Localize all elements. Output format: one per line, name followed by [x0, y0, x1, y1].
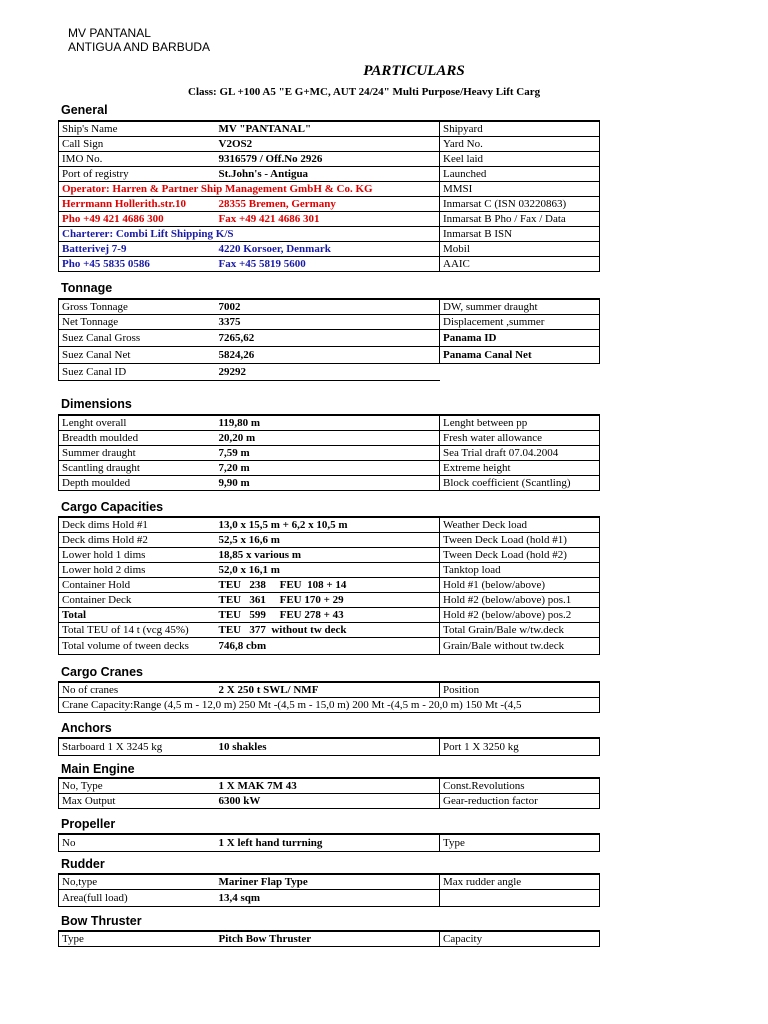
charterer-city: 4220 Korsoer, Denmark [216, 242, 440, 257]
table-row [59, 698, 600, 713]
table-row [59, 121, 600, 137]
table-row [59, 476, 600, 491]
cell-right: Hold #2 (below/above) pos.2 [440, 608, 600, 623]
table-row [59, 257, 600, 272]
table-row [59, 623, 600, 638]
anchors-table [58, 737, 600, 756]
cell-label: Ship's Name [59, 121, 216, 137]
cell-value: 13,4 sqm [216, 890, 440, 907]
cell-label: Total volume of tween decks [59, 638, 216, 655]
cell-label: Deck dims Hold #2 [59, 533, 216, 548]
cell-value: 52,5 x 16,6 m [216, 533, 440, 548]
table-row [59, 608, 600, 623]
cell-right: Extreme height [440, 461, 600, 476]
cell-label: Depth moulded [59, 476, 216, 491]
table-row [59, 227, 600, 242]
cell-label: Lenght overall [59, 415, 216, 431]
cell-right: Shipyard [440, 121, 600, 137]
cell-label: Max Output [59, 794, 216, 809]
cell-value: TEU 361 FEU 170 + 29 [216, 593, 440, 608]
table-row [59, 315, 600, 330]
cell-value: 52,0 x 16,1 m [216, 563, 440, 578]
table-row [59, 415, 600, 431]
cell-value: 7,59 m [216, 446, 440, 461]
charterer-phone: Pho +45 5835 0586 [59, 257, 216, 272]
table-row [59, 212, 600, 227]
cargo-capacities-table [58, 516, 600, 655]
cell-value: 10 shakles [216, 738, 440, 756]
cell-value: 7002 [216, 299, 440, 315]
cell-right: AAIC [440, 257, 600, 272]
cell-right: Panama Canal Net [440, 347, 600, 364]
cell-label: Total TEU of 14 t (vcg 45%) [59, 623, 216, 638]
section-main-engine: Main Engine [61, 762, 135, 776]
general-table [58, 120, 600, 272]
cell-value: St.John's - Antigua [216, 167, 440, 182]
cell-value: TEU 238 FEU 108 + 14 [216, 578, 440, 593]
operator-fax: Fax +49 421 4686 301 [216, 212, 440, 227]
table-row [59, 137, 600, 152]
cell-right: Panama ID [440, 330, 600, 347]
cell-value: Pitch Bow Thruster [216, 931, 440, 947]
operator-street: Herrmann Hollerith.str.10 [59, 197, 216, 212]
cell-right: Max rudder angle [440, 874, 600, 890]
cell-value: 5824,26 [216, 347, 440, 364]
cell-label: Area(full load) [59, 890, 216, 907]
cell-value: 13,0 x 15,5 m + 6,2 x 10,5 m [216, 517, 440, 533]
cell-value: TEU 599 FEU 278 + 43 [216, 608, 440, 623]
section-dimensions: Dimensions [61, 397, 132, 411]
cell-value: 6300 kW [216, 794, 440, 809]
cell-right: Capacity [440, 931, 600, 947]
main-engine-table [58, 777, 600, 809]
cell-label: Scantling draught [59, 461, 216, 476]
table-row [59, 593, 600, 608]
charterer-street: Batterivej 7-9 [59, 242, 216, 257]
section-bow-thruster: Bow Thruster [61, 914, 142, 928]
cell-right: Type [440, 834, 600, 852]
cell-value: 3375 [216, 315, 440, 330]
cell-value: 29292 [216, 364, 440, 381]
cell-right: Tween Deck Load (hold #2) [440, 548, 600, 563]
table-row [59, 738, 600, 756]
cell-label: Port of registry [59, 167, 216, 182]
cell-right: Gear-reduction factor [440, 794, 600, 809]
cell-right [440, 890, 600, 907]
section-propeller: Propeller [61, 817, 116, 831]
cell-value: 18,85 x various m [216, 548, 440, 563]
cell-value: Mariner Flap Type [216, 874, 440, 890]
cell-value: TEU 377 without tw deck [216, 623, 440, 638]
cell-value: 746,8 cbm [216, 638, 440, 655]
table-row [59, 330, 600, 347]
cell-right: MMSI [440, 182, 600, 197]
cell-right: Displacement ,summer [440, 315, 600, 330]
page-title: PARTICULARS [363, 63, 465, 79]
table-row [59, 167, 600, 182]
cell-label: Container Deck [59, 593, 216, 608]
cell-value: 119,80 m [216, 415, 440, 431]
cell-label: Suez Canal Net [59, 347, 216, 364]
cell-label: Call Sign [59, 137, 216, 152]
cell-value: 9316579 / Off.No 2926 [216, 152, 440, 167]
cell-label: Deck dims Hold #1 [59, 517, 216, 533]
cell-label: Total [59, 608, 216, 623]
operator-city: 28355 Bremen, Germany [216, 197, 440, 212]
cell-right: Tanktop load [440, 563, 600, 578]
cell-value: MV "PANTANAL" [216, 121, 440, 137]
charterer-name: Charterer: Combi Lift Shipping K/S [59, 227, 440, 242]
cell-value: 9,90 m [216, 476, 440, 491]
cell-right: DW, summer draught [440, 299, 600, 315]
cell-right: Weather Deck load [440, 517, 600, 533]
cargo-cranes-table [58, 681, 600, 713]
table-row [59, 461, 600, 476]
dimensions-table [58, 414, 600, 491]
cell-label: No [59, 834, 216, 852]
cell-value: V2OS2 [216, 137, 440, 152]
section-cargo-capacities: Cargo Capacities [61, 500, 164, 514]
cell-label: Breadth moulded [59, 431, 216, 446]
cell-right: Grain/Bale without tw.deck [440, 638, 600, 655]
rudder-table [58, 873, 600, 907]
table-row [59, 778, 600, 794]
table-row [59, 834, 600, 852]
cell-value: 1 X MAK 7M 43 [216, 778, 440, 794]
section-general: General [61, 103, 108, 117]
table-row [59, 890, 600, 907]
cell-right: Inmarsat B ISN [440, 227, 600, 242]
cell-right: Hold #2 (below/above) pos.1 [440, 593, 600, 608]
cell-label: Type [59, 931, 216, 947]
class-line: Class: GL +100 A5 "E G+MC, AUT 24/24" Multi Purpose/Heavy Lift Carg [188, 86, 541, 98]
table-row [59, 431, 600, 446]
table-row [59, 242, 600, 257]
table-row [59, 548, 600, 563]
propeller-table [58, 833, 600, 852]
cell-right: Const.Revolutions [440, 778, 600, 794]
cell-label: Container Hold [59, 578, 216, 593]
section-rudder: Rudder [61, 857, 105, 871]
cell-right: Total Grain/Bale w/tw.deck [440, 623, 600, 638]
table-row [59, 364, 600, 381]
cell-right: Hold #1 (below/above) [440, 578, 600, 593]
cell-value: 20,20 m [216, 431, 440, 446]
cell-label: Summer draught [59, 446, 216, 461]
table-row [59, 152, 600, 167]
cell-right: Fresh water allowance [440, 431, 600, 446]
tonnage-table [58, 298, 600, 381]
cell-label: Suez Canal ID [59, 364, 216, 381]
table-row [59, 578, 600, 593]
table-row [59, 197, 600, 212]
table-row [59, 299, 600, 315]
table-row [59, 874, 600, 890]
table-row [59, 682, 600, 698]
cell-value: 7265,62 [216, 330, 440, 347]
cell-right: Lenght between pp [440, 415, 600, 431]
operator-name: Operator: Harren & Partner Ship Management GmbH & Co. KG [59, 182, 440, 197]
table-row [59, 533, 600, 548]
cell-right: Position [440, 682, 600, 698]
cell-right: Inmarsat B Pho / Fax / Data [440, 212, 600, 227]
section-tonnage: Tonnage [61, 281, 113, 295]
cell-label: Lower hold 1 dims [59, 548, 216, 563]
cell-right: Inmarsat C (ISN 03220863) [440, 197, 600, 212]
table-row [59, 517, 600, 533]
cell-value: 1 X left hand turrning [216, 834, 440, 852]
section-cargo-cranes: Cargo Cranes [61, 665, 143, 679]
table-row [59, 931, 600, 947]
table-row [59, 182, 600, 197]
cell-label: IMO No. [59, 152, 216, 167]
table-row [59, 563, 600, 578]
cell-right: Block coefficient (Scantling) [440, 476, 600, 491]
cell-label: No of cranes [59, 682, 216, 698]
cell-right: Yard No. [440, 137, 600, 152]
cell-value: 2 X 250 t SWL/ NMF [216, 682, 440, 698]
charterer-fax: Fax +45 5819 5600 [216, 257, 440, 272]
bow-thruster-table [58, 930, 600, 947]
cell-right [440, 364, 600, 381]
cell-right: Mobil [440, 242, 600, 257]
cell-right: Launched [440, 167, 600, 182]
cell-right: Port 1 X 3250 kg [440, 738, 600, 756]
cell-right: Tween Deck Load (hold #1) [440, 533, 600, 548]
section-anchors: Anchors [61, 721, 112, 735]
cell-right: Keel laid [440, 152, 600, 167]
cell-right: Sea Trial draft 07.04.2004 [440, 446, 600, 461]
cell-label: Suez Canal Gross [59, 330, 216, 347]
cell-label: Gross Tonnage [59, 299, 216, 315]
table-row [59, 794, 600, 809]
header-ship-name: MV PANTANAL [68, 26, 151, 40]
cell-label: No, Type [59, 778, 216, 794]
table-row [59, 347, 600, 364]
cell-value: 7,20 m [216, 461, 440, 476]
table-row [59, 638, 600, 655]
cell-label: Starboard 1 X 3245 kg [59, 738, 216, 756]
cell-label: Lower hold 2 dims [59, 563, 216, 578]
cell-label: No,type [59, 874, 216, 890]
table-row [59, 446, 600, 461]
operator-phone: Pho +49 421 4686 300 [59, 212, 216, 227]
crane-capacity: Crane Capacity:Range (4,5 m - 12,0 m) 250 Mt -(4,5 m - 15,0 m) 200 Mt -(4,5 m - 20,0 m) 150 Mt -(4,5 [59, 698, 600, 713]
cell-label: Net Tonnage [59, 315, 216, 330]
header-flag: ANTIGUA AND BARBUDA [68, 40, 211, 54]
